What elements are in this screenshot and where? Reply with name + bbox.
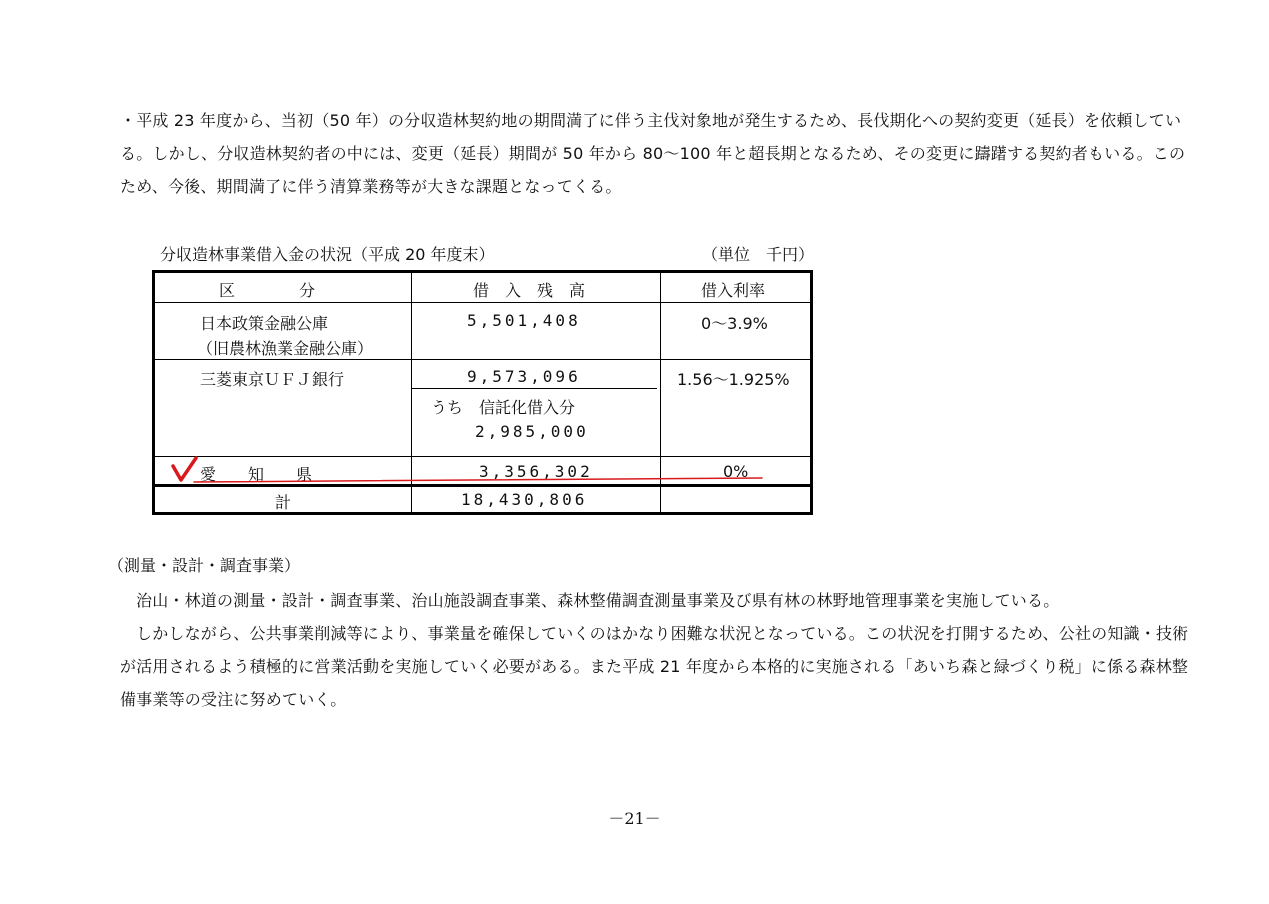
check-mark-icon bbox=[173, 458, 196, 480]
total-balance: 18,430,806 bbox=[461, 490, 588, 509]
row-balance: 5,501,408 bbox=[467, 311, 581, 330]
red-underline bbox=[194, 478, 762, 482]
header-balance: 借 入 残 高 bbox=[473, 281, 586, 300]
header-category: 区 分 bbox=[219, 281, 316, 300]
table-caption: 分収造林事業借入金の状況（平成 20 年度末） bbox=[160, 245, 495, 264]
row-name: 日本政策金融公庫 bbox=[200, 314, 329, 333]
section-paragraph: しかしながら、公共事業削減等により、事業量を確保していくのはかなり困難な状況となっている。この状況を打開するため、公社の知識・技術が活用されるよう積極的に営業活動を実施していく必要がある。また平成 21 年度から本格的に実施される「あいち森と緑づくり税」に係る森林整備事業等の受注に努めていく。 bbox=[120, 624, 1189, 709]
row-balance: 3,356,302 bbox=[479, 462, 593, 481]
row-name-sub: （旧農林漁業金融公庫） bbox=[197, 339, 374, 358]
row-balance: 9,573,096 bbox=[467, 367, 581, 386]
header-rate: 借入利率 bbox=[701, 281, 766, 300]
section-body bbox=[120, 584, 1190, 716]
intro-paragraph: ・平成 23 年度から、当初（50 年）の分収造林契約地の期間満了に伴う主伐対象地が発生するため、長伐期化への契約変更（延長）を依頼している。しかし、分収造林契約者の中には、変更（延長）期間が 50 年から 80～100 年と超長期となるため、その変更に躊躇する契約者もいる。このため、今後、期間満了に伴う清算業務等が大きな課題となってくる。 bbox=[120, 111, 1186, 196]
row-sub-value: 2,985,000 bbox=[475, 422, 589, 441]
row-rate: 1.56～1.925% bbox=[677, 370, 790, 389]
row-name: 愛 知 県 bbox=[200, 465, 313, 484]
total-label: 計 bbox=[275, 493, 292, 512]
row-name: 三菱東京ＵＦＪ銀行 bbox=[200, 370, 345, 389]
section-paragraph: 治山・林道の測量・設計・調査事業、治山施設調査事業、森林整備調査測量事業及び県有林の林野地管理事業を実施している。 bbox=[136, 591, 1060, 610]
page-number: －21－ bbox=[608, 809, 661, 828]
row-rate: 0～3.9% bbox=[701, 314, 768, 333]
row-sub-label: うち 信託化借入分 bbox=[431, 398, 576, 417]
table-unit: （単位 千円） bbox=[702, 245, 815, 264]
row-rate: 0% bbox=[723, 462, 749, 481]
section-heading: （測量・設計・調査事業） bbox=[108, 556, 301, 575]
